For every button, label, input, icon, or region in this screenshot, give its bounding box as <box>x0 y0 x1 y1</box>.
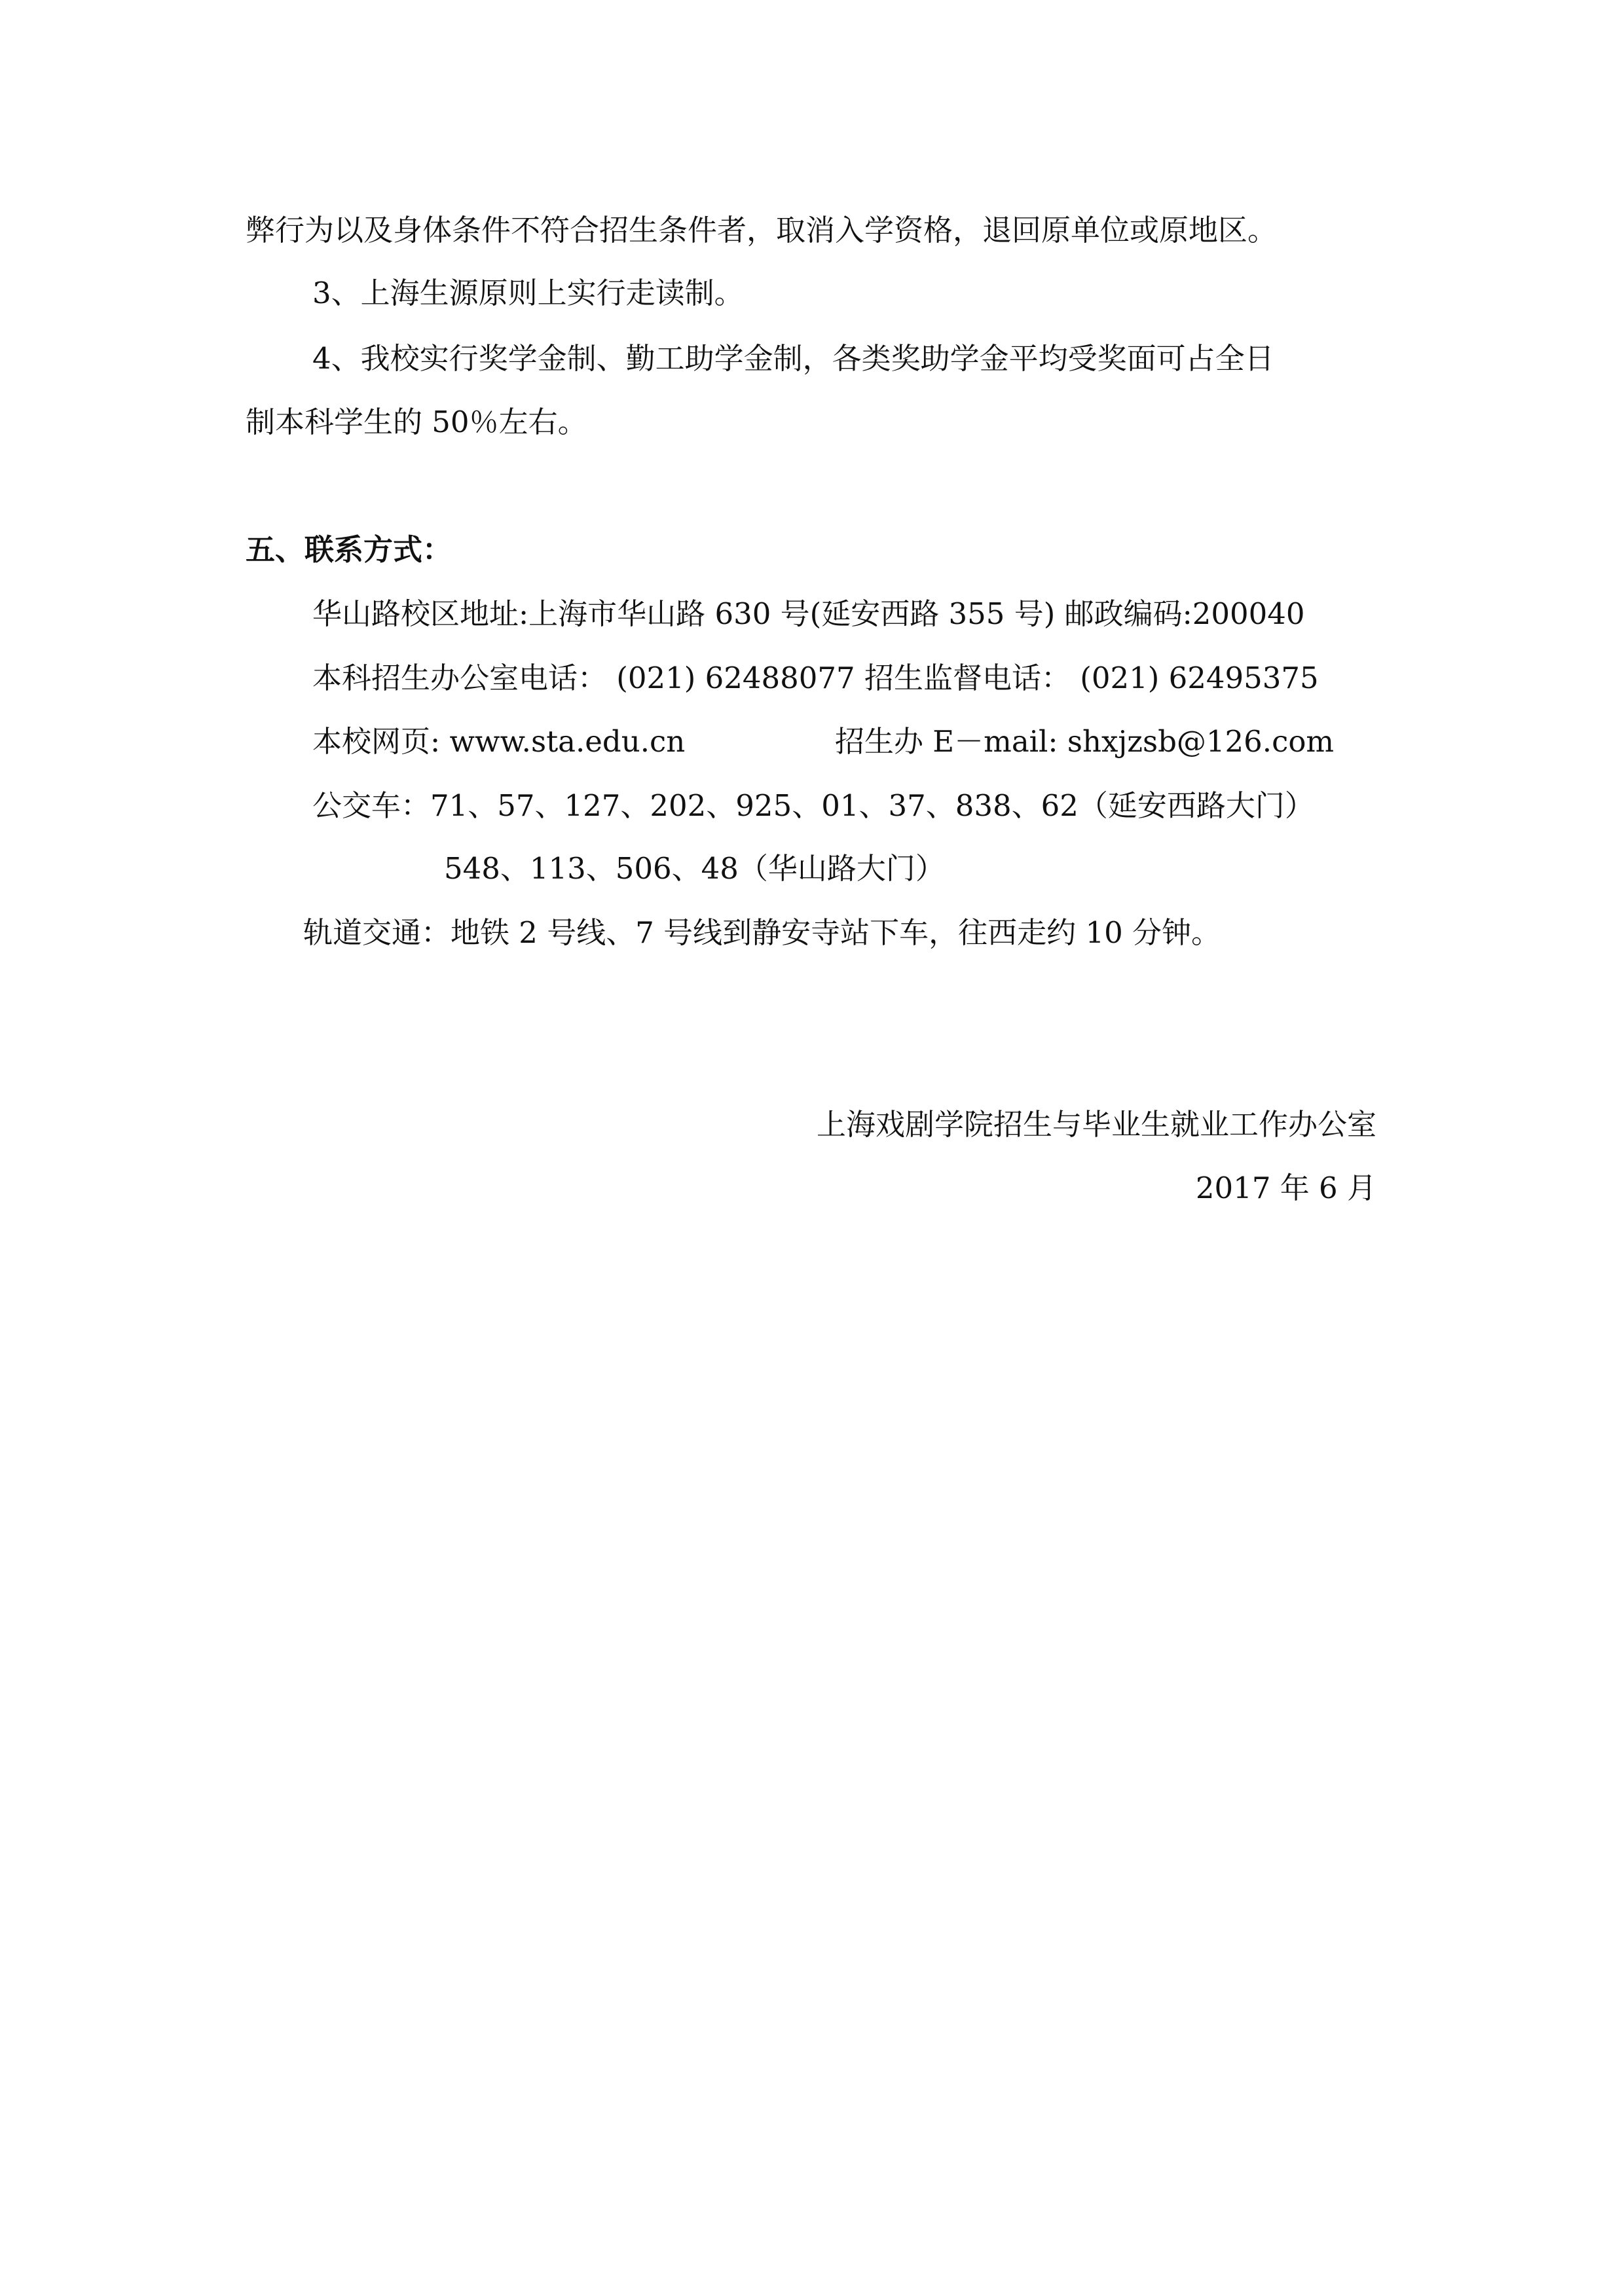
contact-email: 招生办 E－mail: shxjzsb@126.com <box>835 724 1335 759</box>
paragraph-item-3: 3、上海生源原则上实行走读制。 <box>312 276 744 310</box>
contact-bus-routes-continued: 548、113、506、48（华山路大门） <box>444 851 945 886</box>
contact-website: 本校网页: www.sta.edu.cn <box>312 724 686 759</box>
signature-office: 上海戏剧学院招生与毕业生就业工作办公室 <box>816 1107 1376 1142</box>
section-heading-contact: 五、联系方式： <box>246 532 452 567</box>
paragraph-item-4-continuation: 制本科学生的 50％左右。 <box>246 405 587 439</box>
contact-bus-routes: 公交车：71、57、127、202、925、01、37、838、62（延安西路大门） <box>312 788 1314 823</box>
contact-phone: 本科招生办公室电话： (021) 62488077 招生监督电话： (021) 62495375 <box>312 661 1319 695</box>
paragraph-continuation: 弊行为以及身体条件不符合招生条件者，取消入学资格，退回原单位或原地区。 <box>246 213 1278 247</box>
contact-metro: 轨道交通：地铁 2 号线、7 号线到静安寺站下车，往西走约 10 分钟。 <box>303 915 1221 950</box>
paragraph-item-4: 4、我校实行奖学金制、勤工助学金制，各类奖助学金平均受奖面可占全日 <box>312 341 1274 376</box>
contact-address: 华山路校区地址:上海市华山路 630 号(延安西路 355 号) 邮政编码:200040 <box>312 596 1305 631</box>
signature-date: 2017 年 6 月 <box>1195 1171 1376 1205</box>
